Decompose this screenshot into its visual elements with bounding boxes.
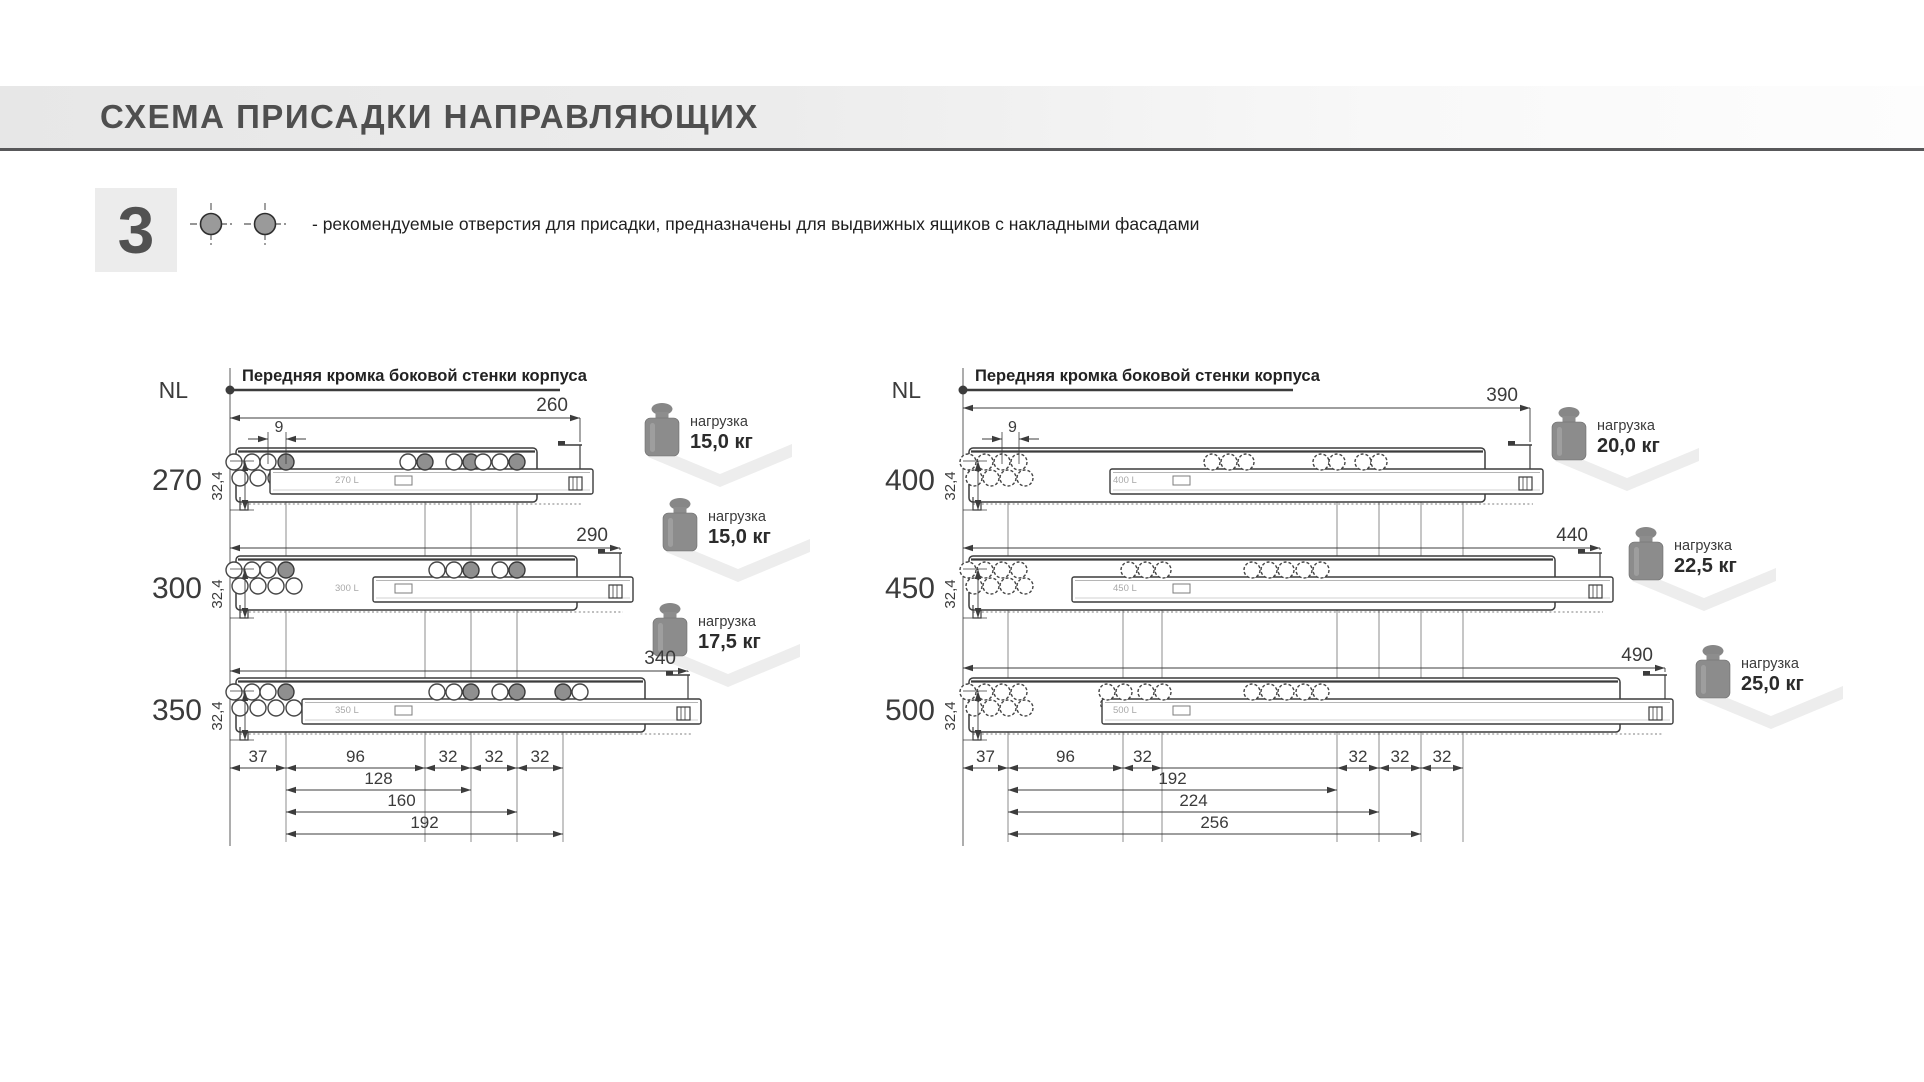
chain-dim: 32 [484,747,504,766]
hole [1329,454,1345,470]
rail-row-270 [152,395,593,510]
row-nominal-label: 500 [884,694,935,727]
hole [1296,684,1312,700]
weight-icon [645,403,679,456]
hole [1278,684,1294,700]
legend-text: - рекомендуемые отверстия для присадки, предназначены для выдвижных ящиков с накладными фасадами [312,213,1200,234]
hole [994,684,1010,700]
hole [446,562,462,578]
hole [983,578,999,594]
hole [1099,684,1115,700]
weight-icon [1629,527,1663,580]
length-dim: 340 [644,648,676,669]
hole [492,454,508,470]
hole [1355,454,1371,470]
nl-label: NL [891,377,921,403]
weight-icon [1552,407,1586,460]
side-height-dim: 32,4 [209,471,226,501]
hole [1296,562,1312,578]
side-height-dim: 32,4 [209,579,226,609]
section-number: 3 [117,193,155,267]
row-nominal-label: 350 [151,694,202,727]
rail-print-label: 400 L [1113,475,1137,486]
chain-dim: 32 [1432,747,1452,766]
side-height-dim: 32,4 [942,471,959,501]
diagram-left [152,367,810,846]
chain-dim: 160 [387,791,416,810]
load-badge [1552,407,1699,491]
row-nominal-label: 270 [151,464,202,497]
hole [1244,562,1260,578]
weight-icon [1696,645,1730,698]
recommended-hole [417,454,433,470]
chain-dim: 256 [1200,813,1229,832]
load-badge [645,403,792,487]
hole [966,700,982,716]
load-value: 25,0 кг [1741,673,1804,695]
hole [1138,562,1154,578]
chain-dim: 192 [410,813,439,832]
length-dim: 440 [1556,525,1588,546]
hole [960,454,976,470]
hole [286,578,302,594]
length-dim: 490 [1621,645,1653,666]
load-value: 22,5 кг [1674,555,1737,577]
hole [226,684,242,700]
hole [446,684,462,700]
hole [983,470,999,486]
hole [994,562,1010,578]
hole [960,562,976,578]
rail-row-300 [152,525,633,618]
nl-label: NL [158,377,188,403]
hole [1221,454,1237,470]
hole [1017,700,1033,716]
chain-dim: 96 [1056,747,1075,766]
page-title: СХЕМА ПРИСАДКИ НАПРАВЛЯЮЩИХ [100,98,759,135]
row-nominal-label: 450 [884,572,935,605]
hole [1244,684,1260,700]
side-height-dim: 32,4 [209,701,226,731]
hole [1155,562,1171,578]
hole [232,578,248,594]
hole [966,470,982,486]
recommended-hole [509,684,525,700]
hole [1261,684,1277,700]
load-caption: нагрузка [1674,538,1732,554]
rail-print-label: 350 L [335,705,359,716]
front-edge-label: Передняя кромка боковой стенки корпуса [975,367,1320,385]
hole [1121,562,1137,578]
side-height-dim: 32,4 [942,579,959,609]
hole-pitch-dim: 9 [1008,419,1017,436]
hole [1000,578,1016,594]
hole [1371,454,1387,470]
hole [250,470,266,486]
load-caption: нагрузка [1597,418,1655,434]
hole [1204,454,1220,470]
weight-icon [663,498,697,551]
hole [960,684,976,700]
chain-dim: 32 [438,747,458,766]
recommended-hole [463,684,479,700]
load-value: 15,0 кг [708,526,771,548]
recommended-hole [555,684,571,700]
chain-dim: 224 [1179,791,1208,810]
rail-print-label: 270 L [335,475,359,486]
load-caption: нагрузка [708,509,766,525]
hole [1000,700,1016,716]
hole [1313,684,1329,700]
hole [1238,454,1254,470]
hole [983,700,999,716]
hole [1278,562,1294,578]
load-caption: нагрузка [690,414,748,430]
hole [232,700,248,716]
recommended-hole [278,562,294,578]
hole [268,700,284,716]
load-value: 17,5 кг [698,631,761,653]
recommended-hole [278,684,294,700]
hole [1017,470,1033,486]
hole-pitch-dim: 9 [274,419,284,436]
hole [232,470,248,486]
hole [226,562,242,578]
hole [1017,578,1033,594]
rail-print-label: 300 L [335,583,359,594]
hole [268,578,284,594]
hole [572,684,588,700]
hole [966,578,982,594]
hole [1155,684,1171,700]
hole [1261,562,1277,578]
recommended-hole [509,562,525,578]
length-dim: 290 [576,525,608,546]
chain-dim: 128 [364,769,393,788]
chain-dim: 37 [248,747,268,766]
rail-row-500 [885,645,1673,740]
hole [1313,454,1329,470]
hole [1000,470,1016,486]
load-value: 15,0 кг [690,431,753,453]
hole [286,700,302,716]
hole [1116,684,1132,700]
hole [429,684,445,700]
chain-dim: 32 [1133,747,1152,766]
chain-dim: 96 [346,747,365,766]
hole [226,454,242,470]
rail-row-450 [885,525,1613,618]
hole [429,562,445,578]
hole [492,562,508,578]
row-nominal-label: 300 [151,572,202,605]
hole [250,700,266,716]
load-badge [1696,645,1843,729]
hole [492,684,508,700]
hole [1138,684,1154,700]
load-caption: нагрузка [1741,656,1799,672]
hole [250,578,266,594]
chain-dim: 32 [1390,747,1410,766]
load-badge [663,498,810,582]
hole [260,684,276,700]
rail-row-350 [152,648,701,740]
recommended-hole [509,454,525,470]
front-edge-label: Передняя кромка боковой стенки корпуса [242,367,587,385]
hole [1011,684,1027,700]
hole [446,454,462,470]
rail-row-400 [885,385,1543,510]
length-dim: 260 [536,395,568,416]
diagram-right [885,367,1843,846]
side-height-dim: 32,4 [942,701,959,731]
chain-dim: 32 [1348,747,1368,766]
hole [1011,562,1027,578]
chain-dim: 32 [530,747,550,766]
recommended-hole [463,562,479,578]
hole [400,454,416,470]
row-nominal-label: 400 [884,464,935,497]
chain-dim: 37 [976,747,995,766]
load-value: 20,0 кг [1597,435,1660,457]
length-dim: 390 [1486,385,1518,406]
load-caption: нагрузка [698,614,756,630]
chain-dim: 192 [1158,769,1187,788]
hole [260,562,276,578]
rail-print-label: 450 L [1113,583,1137,594]
load-badge [1629,527,1776,611]
hole [1313,562,1329,578]
hole [475,454,491,470]
rail-print-label: 500 L [1113,705,1137,716]
